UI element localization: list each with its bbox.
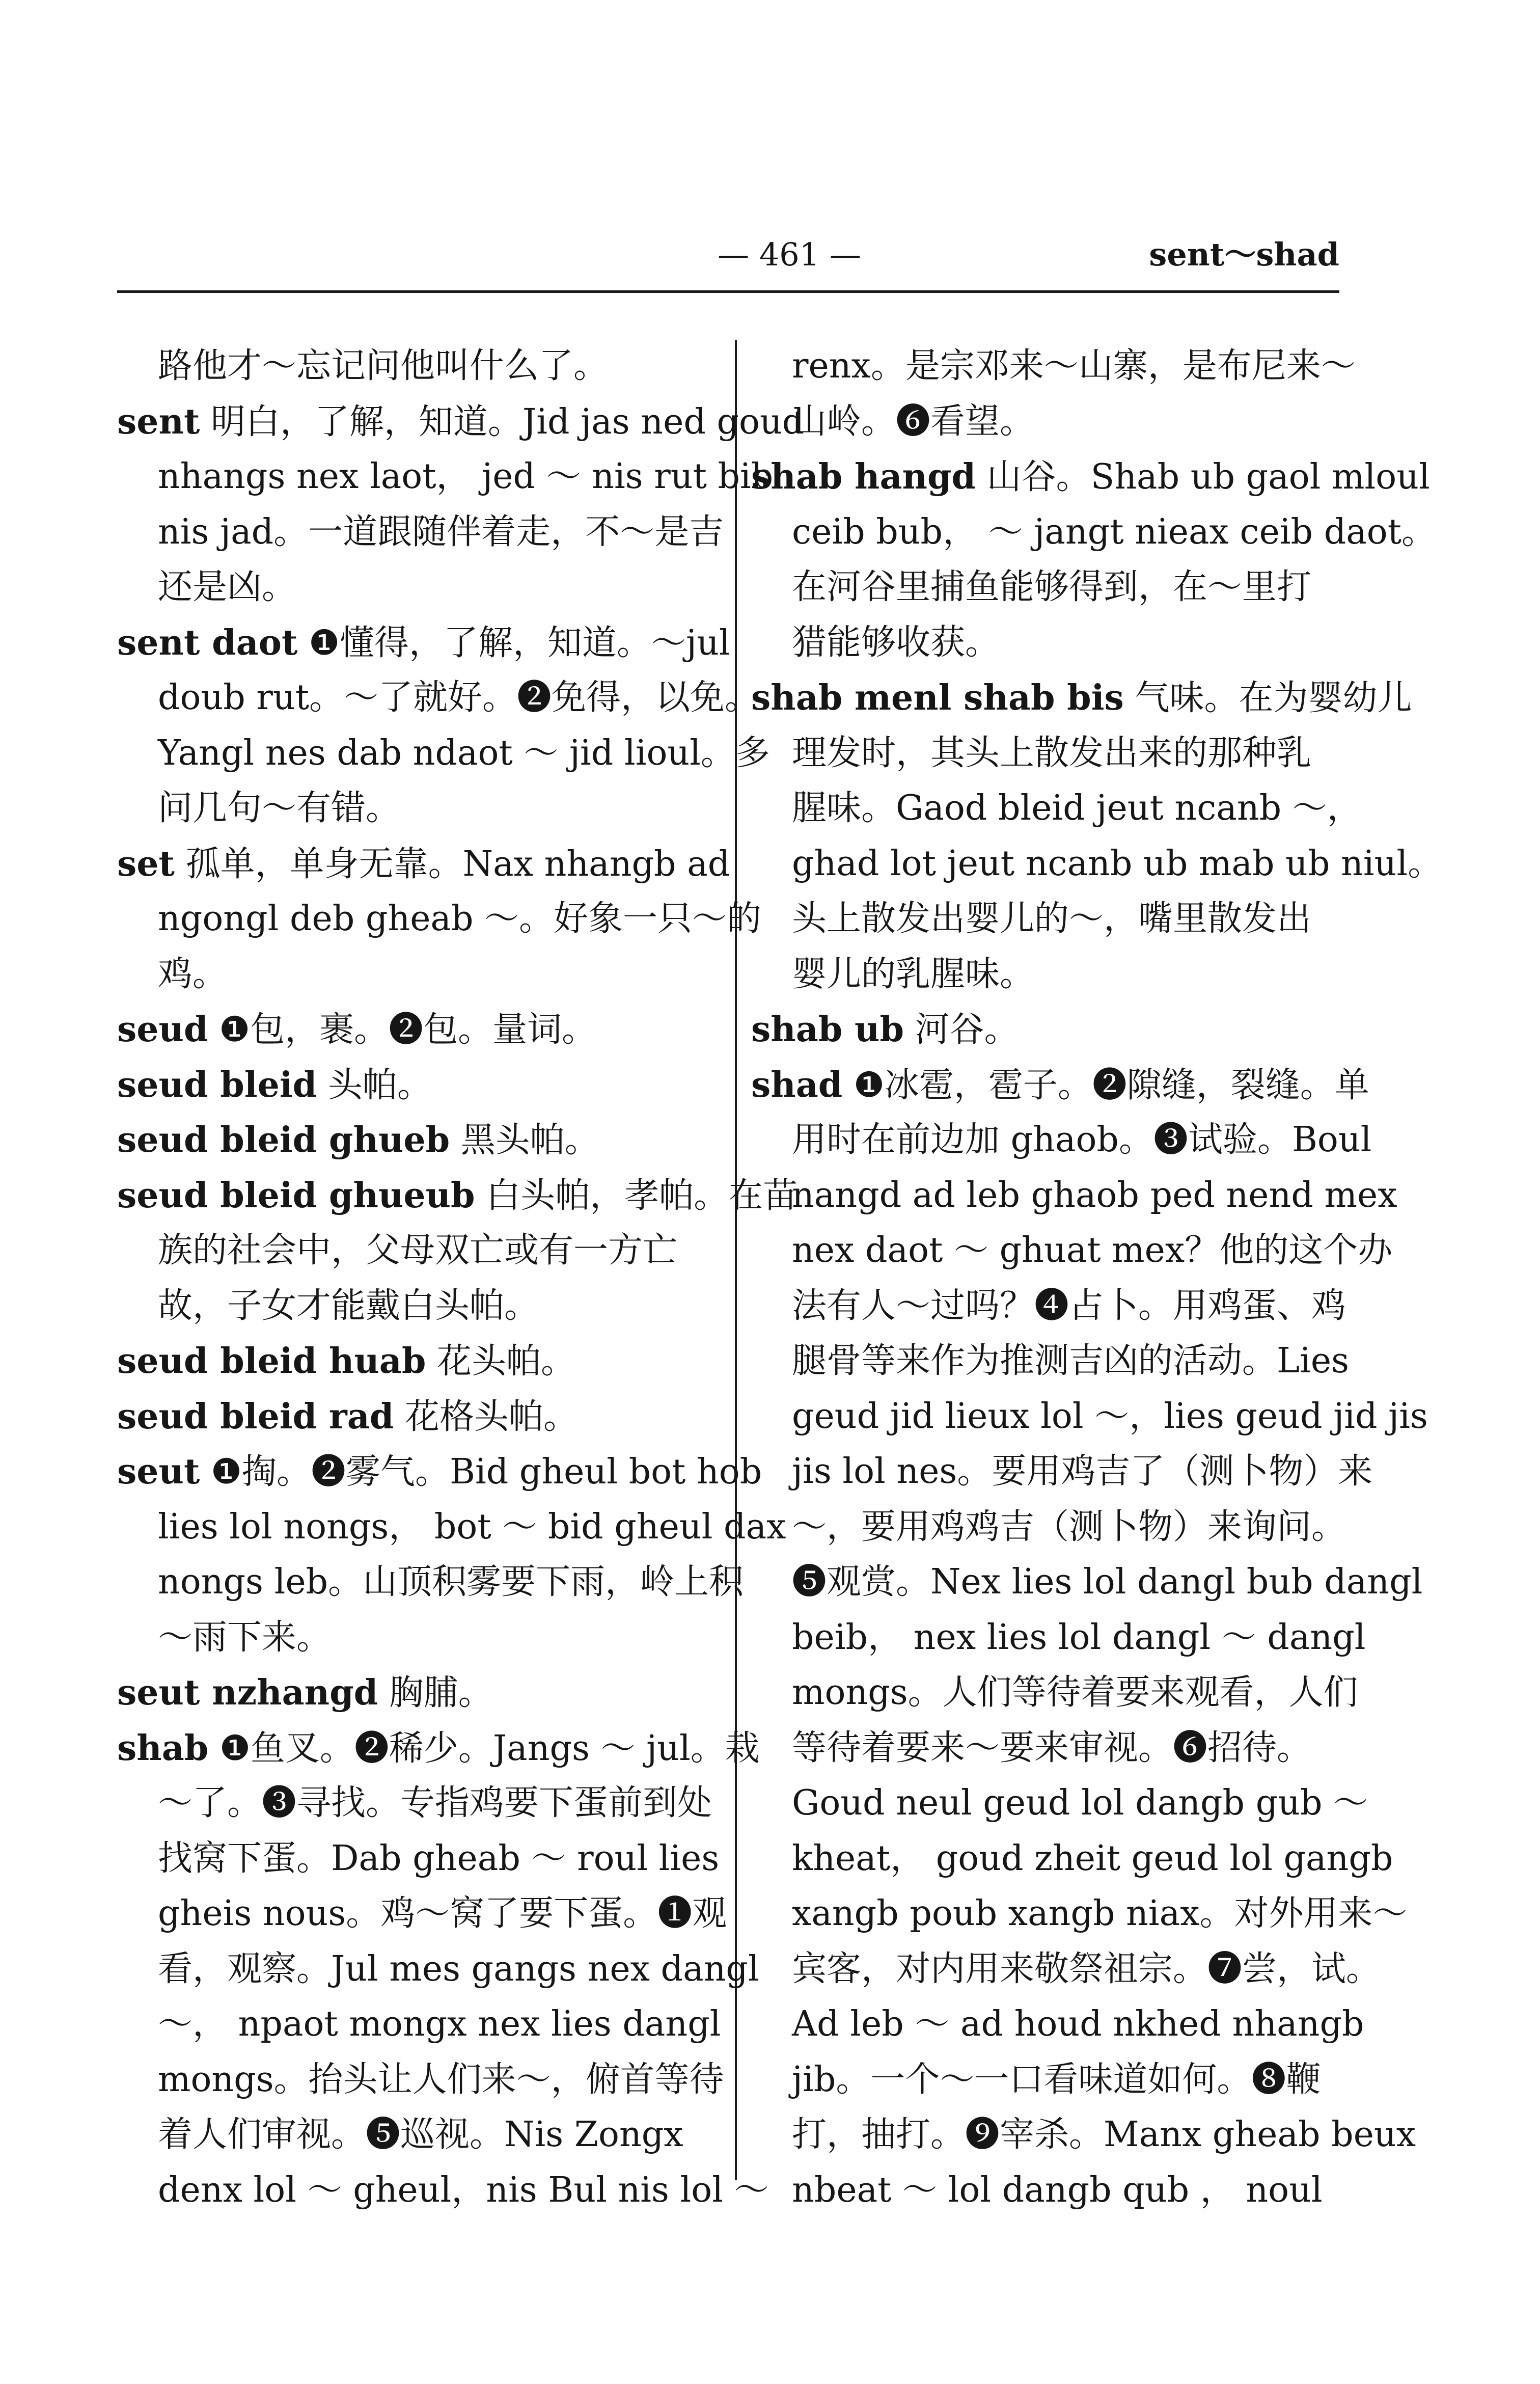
entry-headword: seud bleid huab (117, 1341, 426, 1381)
page-number: — 461 — (718, 236, 861, 273)
continuation-line (751, 1886, 1408, 1942)
entry-text: 河谷。 (904, 1010, 1019, 1050)
column-divider (735, 340, 737, 2180)
continuation-line (117, 781, 723, 836)
entry-text: 理发时，其头上散发出来的那种乳 (792, 733, 1312, 773)
continuation-line (117, 1776, 723, 1831)
entry-line (117, 1002, 723, 1058)
page-header (117, 232, 1339, 288)
entry-line (117, 1665, 723, 1721)
continuation-line (751, 1721, 1342, 1776)
entry-text: nbeat ～ lol dangb qub ， noul (792, 2170, 1323, 2210)
entry-line (117, 836, 730, 892)
entry-text: ngongl deb gheab ～。好象一只～的 (158, 899, 762, 939)
entry-line (751, 670, 1412, 726)
continuation-line (117, 560, 723, 615)
continuation-line (751, 1776, 1368, 1831)
continuation-line (751, 1444, 1373, 1500)
entry-text: ❶掏。❷雾气。Bid gheul bot hob (200, 1452, 762, 1492)
entry-text: 猎能够收获。 (792, 622, 1000, 663)
continuation-line (751, 1665, 1358, 1721)
entry-line (117, 1721, 760, 1776)
entry-line (751, 1058, 1369, 1113)
entry-text: nex daot ～ ghuat mex？他的这个办 (792, 1230, 1393, 1270)
continuation-line (117, 2052, 723, 2108)
continuation-line (751, 1168, 1397, 1224)
entry-text: 故，子女才能戴白头帕。 (158, 1285, 539, 1326)
entry-text: denx lol ～ gheul，nis Bul nis lol ～ (158, 2170, 769, 2210)
continuation-line (751, 726, 1342, 781)
continuation-line (751, 615, 1342, 671)
continuation-line (751, 1831, 1393, 1887)
entry-text: 腥味。Gaod bleid jeut ncanb ～， (792, 788, 1362, 828)
entry-text: renx。是宗邓来～山寨，是布尼来～ (792, 346, 1356, 386)
entry-headword: shab hangd (751, 456, 976, 497)
entry-text: ghad lot jeut ncanb ub mab ub niul。 (792, 843, 1443, 884)
entry-headword: shad (751, 1064, 843, 1105)
entry-text: nhangs nex laot， jed ～ nis rut bib (158, 456, 774, 497)
continuation-line (751, 1997, 1364, 2052)
entry-headword: seud bleid ghueub (117, 1175, 475, 1216)
continuation-line (751, 1942, 1381, 1997)
entry-text: ❶懂得，了解，知道。～jul (297, 622, 730, 663)
entry-text: geud jid lieux lol ～，lies geud jid jis (792, 1396, 1428, 1437)
continuation-line (751, 1555, 1423, 1610)
entry-text: 山谷。Shab ub gaol mloul (976, 457, 1430, 497)
entry-text: 还是凶。 (158, 567, 297, 607)
entry-text: ceib bub， ～ jangt nieax ceib daot。 (792, 511, 1437, 552)
entry-line (751, 449, 1430, 505)
entry-text: 山岭。❻看望。 (792, 401, 1035, 442)
entry-line (117, 1389, 723, 1445)
entry-text: ❺观赏。Nex lies lol dangl bub dangl (792, 1562, 1423, 1602)
continuation-line (117, 1555, 744, 1610)
entry-text: 头上散发出婴儿的～，嘴里散发出 (792, 899, 1312, 939)
continuation-line (117, 891, 762, 947)
continuation-line (751, 1389, 1428, 1445)
entry-text: 气味。在为婴幼儿 (1123, 678, 1412, 718)
continuation-line (751, 2163, 1342, 2218)
continuation-line (117, 1223, 723, 1279)
entry-text: 腿骨等来作为推测吉凶的活动。Lies (792, 1341, 1350, 1381)
continuation-line (117, 670, 760, 726)
entry-text: 胸脯。 (378, 1673, 493, 1713)
entry-line (117, 1444, 762, 1500)
entry-text: 路他才～忘记问他叫什么了。 (158, 346, 609, 386)
entry-text: ❶鱼叉。❷稀少。Jangs ～ jul。栽 (208, 1728, 760, 1769)
entry-text: 明白，了解，知道。Jid jas ned goud (200, 401, 805, 442)
entry-text: Yangl nes dab ndaot ～ jid lioul。多 (158, 733, 770, 773)
entry-text: 法有人～过吗？❹占卜。用鸡蛋、鸡 (792, 1285, 1346, 1326)
entry-text: 用时在前边加 ghaob。❸试验。Boul (792, 1120, 1372, 1160)
entry-line (117, 1334, 723, 1389)
continuation-line (117, 1831, 723, 1887)
entry-text: 在河谷里捕鱼能够得到，在～里打 (792, 567, 1312, 607)
entry-headword: seud bleid rad (117, 1396, 394, 1437)
entry-text: 孤单，单身无靠。Nax nhangb ad (174, 844, 730, 884)
entry-line (117, 394, 805, 450)
entry-text: Goud neul geud lol dangb gub ～ (792, 1783, 1368, 1823)
continuation-line (117, 2107, 723, 2163)
continuation-line (751, 1610, 1366, 1666)
entry-headword: shab menl shab bis (751, 678, 1124, 718)
continuation-line (751, 2052, 1342, 2108)
entry-headword: seud bleid (117, 1064, 317, 1105)
continuation-line (751, 1500, 1346, 1555)
entry-headword: shab ub (751, 1009, 904, 1050)
right-column (751, 339, 1443, 2218)
continuation-line (751, 1334, 1350, 1389)
continuation-line (751, 560, 1342, 615)
entry-line (117, 615, 730, 671)
continuation-line (751, 1113, 1372, 1168)
entry-text: mongs。人们等待着要来观看，人们 (792, 1672, 1358, 1713)
entry-text: 看，观察。Jul mes gangs nex dangl (158, 1948, 759, 1989)
continuation-line (117, 505, 723, 560)
entry-headword: shab (117, 1727, 209, 1769)
header-rule (117, 290, 1339, 293)
entry-text: 花头帕。 (426, 1341, 576, 1381)
entry-text: 头帕。 (317, 1065, 432, 1105)
continuation-line (751, 1223, 1393, 1279)
continuation-line (751, 339, 1356, 394)
entry-line (117, 1058, 723, 1113)
continuation-line (117, 2163, 769, 2218)
entry-text: jib。一个～一口看味道如何。❽鞭 (792, 2059, 1321, 2100)
entry-text: 着人们审视。❺巡视。Nis Zongx (158, 2115, 683, 2155)
entry-headword: seud bleid ghueb (117, 1120, 450, 1160)
entry-headword: seut (117, 1451, 200, 1492)
continuation-line (751, 1279, 1346, 1334)
entry-text: 白头帕，孝帕。在苗 (475, 1175, 798, 1216)
entry-text: ～， npaot mongx nex lies dangl (158, 2004, 721, 2044)
entry-text: 找窝下蛋。Dab gheab ～ roul lies (158, 1838, 720, 1879)
continuation-line (117, 1279, 723, 1334)
entry-text: ～，要用鸡鸡吉（测卜物）来询问。 (792, 1506, 1346, 1547)
continuation-line (751, 505, 1437, 560)
entry-text: doub rut。～了就好。❷免得，以免。 (158, 678, 760, 718)
entry-text: lies lol nongs， bot ～ bid gheul dax (158, 1506, 786, 1547)
entry-line (751, 1002, 1342, 1058)
continuation-line (117, 947, 723, 1003)
entry-text: 宾客，对内用来敬祭祖宗。❼尝，试。 (792, 1948, 1381, 1989)
entry-text: ❶冰雹，雹子。❷隙缝，裂缝。单 (842, 1065, 1369, 1105)
entry-text: 问几句～有错。 (158, 788, 401, 828)
continuation-line (751, 836, 1443, 892)
continuation-line (117, 726, 770, 781)
entry-text: nangd ad leb ghaob ped nend mex (792, 1175, 1397, 1215)
entry-headword: sent (117, 401, 200, 442)
entry-text: Ad leb ～ ad houd nkhed nhangb (792, 2004, 1364, 2044)
entry-headword: sent daot (117, 622, 298, 663)
entry-text: jis lol nes。要用鸡吉了（测卜物）来 (792, 1451, 1373, 1492)
entry-text: nis jad。一道跟随伴着走，不～是吉 (158, 511, 724, 552)
entry-line (117, 1113, 723, 1168)
continuation-line (117, 339, 723, 394)
entry-text: xangb poub xangb niax。对外用来～ (792, 1893, 1408, 1934)
continuation-line (751, 947, 1342, 1003)
entry-line (117, 1168, 798, 1224)
entry-text: kheat， goud zheit geud lol gangb (792, 1838, 1393, 1879)
entry-text: 黑头帕。 (450, 1120, 599, 1160)
entry-headword: set (117, 843, 175, 884)
continuation-line (751, 394, 1342, 450)
entry-text: 婴儿的乳腥味。 (792, 954, 1035, 994)
continuation-line (117, 1886, 727, 1942)
entry-text: 族的社会中，父母双亡或有一方亡 (158, 1230, 678, 1270)
entry-text: ❶包，裹。❷包。量词。 (208, 1010, 597, 1050)
entry-text: beib， nex lies lol dangl ～ dangl (792, 1617, 1366, 1658)
entry-headword: seud (117, 1009, 208, 1050)
entry-text: gheis nous。鸡～窝了要下蛋。❶观 (158, 1893, 727, 1934)
entry-text: mongs。抬头让人们来～，俯首等待 (158, 2059, 724, 2100)
continuation-line (751, 2107, 1416, 2163)
entry-text: nongs leb。山顶积雾要下雨，岭上积 (158, 1562, 744, 1602)
continuation-line (751, 781, 1362, 836)
running-head: sent～shad (1149, 236, 1339, 273)
continuation-line (117, 1942, 759, 1997)
entry-text: ～雨下来。 (158, 1617, 332, 1658)
continuation-line (117, 449, 774, 505)
continuation-line (751, 891, 1342, 947)
continuation-line (117, 1610, 723, 1666)
entry-text: 打，抽打。❾宰杀。Manx gheab beux (792, 2115, 1416, 2155)
entry-text: ～了。❸寻找。专指鸡要下蛋前到处 (158, 1783, 712, 1823)
continuation-line (117, 1997, 723, 2052)
continuation-line (117, 1500, 786, 1555)
entry-text: 花格头帕。 (394, 1396, 578, 1437)
entry-text: 等待着要来～要来审视。❻招待。 (792, 1727, 1312, 1768)
entry-text: 鸡。 (158, 954, 228, 994)
entry-headword: seut nzhangd (117, 1672, 378, 1713)
